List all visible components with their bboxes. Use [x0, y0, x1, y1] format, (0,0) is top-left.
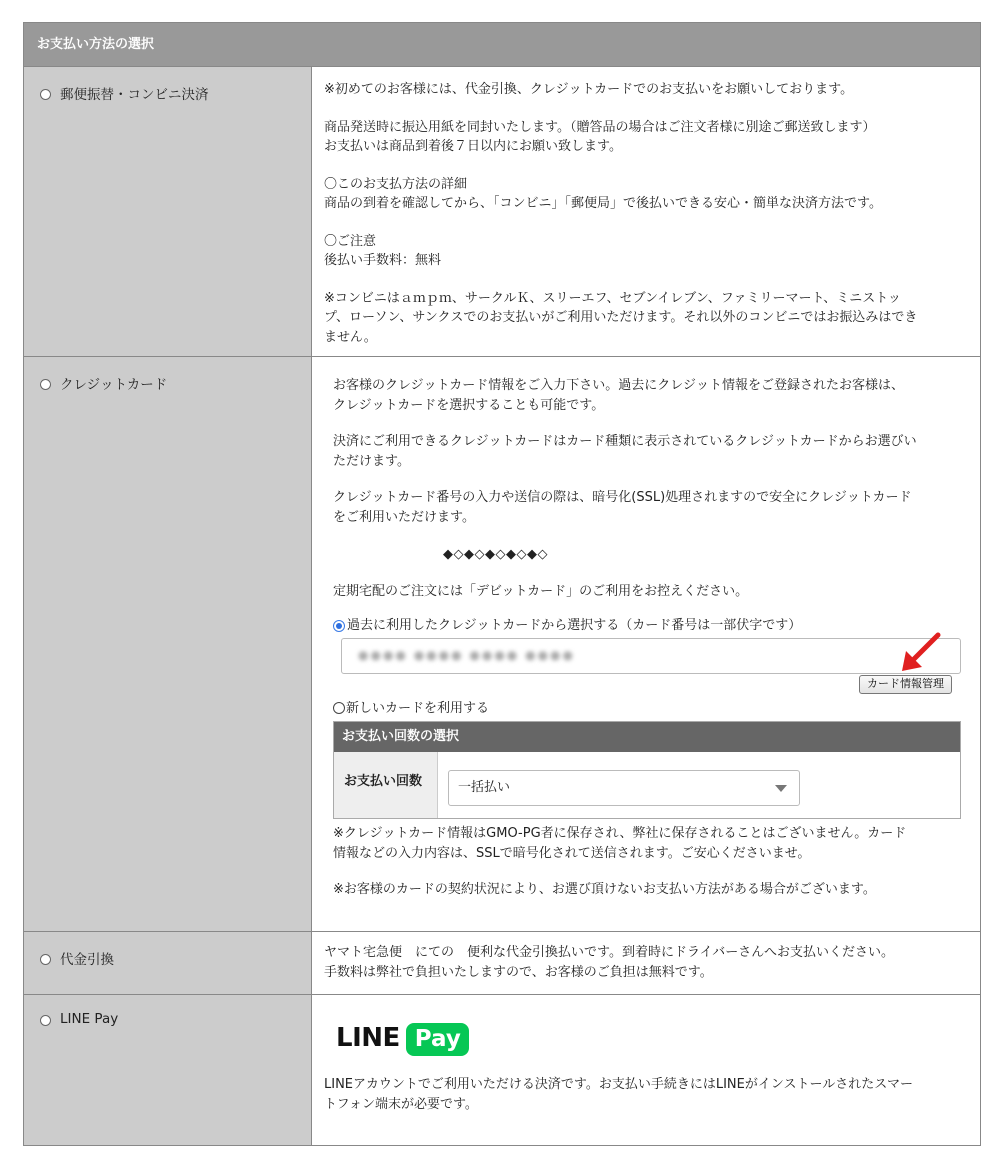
method-label-cell — [24, 995, 312, 1145]
new-card-option[interactable] — [333, 699, 962, 719]
installment-box — [333, 721, 961, 819]
method-description-cell — [312, 357, 980, 931]
installment-body — [334, 752, 960, 818]
diamond-separator: ◆◇◆◇◆◇◆◇◆◇ — [443, 547, 548, 562]
credit-card-option[interactable] — [40, 373, 311, 393]
description-paragraph: 〇ご注意 後払い手数料：無料 — [324, 233, 442, 268]
method-label: クレジットカード — [60, 377, 168, 393]
payment-method-panel — [23, 22, 981, 1146]
description-paragraph: お客様のクレジットカード情報をご入力下さい。過去にクレジット情報をご登録されたお客様は、 クレジットカードを選択することも可能です。 — [333, 378, 904, 413]
postal-convenience-radio[interactable] — [40, 89, 51, 100]
security-note: ※クレジットカード情報はGMO-PG者に保存され、弊社に保存されることはございません。カード 情報などの入力内容は、SSLで暗号化されて送信されます。ご安心くださいませ。 — [333, 826, 907, 861]
panel-title: お支払い方法の選択 — [24, 23, 980, 67]
description-paragraph: ※初めてのお客様には、代金引換、クレジットカードでのお支払いをお願いしております。 — [324, 82, 854, 97]
description-paragraph: 商品発送時に振込用紙を同封いたします。（贈答品の場合はご注文者様に別途ご郵送致します） お支払いは商品到着後７日以内にお願い致します。 — [324, 119, 876, 154]
description-paragraph: LINEアカウントでご利用いただける決済です。お支払い手続きにはLINEがインストールされたスマー トフォン端末が必要です。 — [324, 1077, 913, 1112]
method-label: 代金引換 — [60, 952, 114, 968]
method-row-postal-convenience — [24, 67, 980, 357]
description-paragraph: ヤマト宅急便 にての 便利な代金引換払いです。到着時にドライバーさんへお支払いください。 手数料は弊社で負担いたしますので、お客様のご負担は無料です。 — [324, 945, 895, 980]
method-label: LINE Pay — [60, 1011, 119, 1027]
chevron-down-icon — [775, 785, 787, 792]
red-arrow-icon — [898, 629, 944, 675]
description-paragraph: 決済にご利用できるクレジットカードはカード種類に表示されているクレジットカードからお選びい ただけます。 — [333, 434, 917, 469]
pay-logo-badge: Pay — [406, 1023, 469, 1056]
contract-note: ※お客様のカードの契約状況により、お選び頂けないお支払い方法がある場合がございます。 — [333, 882, 876, 897]
line-pay-logo — [336, 1021, 980, 1057]
saved-card-option[interactable] — [333, 616, 962, 636]
postal-convenience-option[interactable] — [40, 83, 311, 103]
debit-card-notice: 定期宅配のご注文には「デビットカード」のご利用をお控えください。 — [333, 583, 749, 599]
saved-card-select[interactable] — [341, 638, 961, 674]
line-pay-option[interactable] — [40, 1011, 311, 1027]
method-description-cell — [312, 995, 980, 1145]
method-description-cell — [312, 932, 980, 994]
cod-option[interactable] — [40, 948, 311, 968]
description-paragraph: ※コンビニはａｍｐｍ、サークルＫ、スリーエフ、セブンイレブン、ファミリーマート、ミニストッ プ、ローソン、サンクスでのお支払いがご利用いただけます。それ以外のコンビニではお振込みはでき ません。 — [324, 290, 918, 345]
card-info-manage-button[interactable]: カード情報管理 — [859, 675, 952, 694]
line-pay-radio[interactable] — [40, 1015, 51, 1026]
installment-select[interactable] — [448, 770, 800, 806]
method-row-credit-card — [24, 357, 980, 932]
new-card-option-label: 新しいカードを利用する — [346, 700, 490, 716]
method-label: 郵便振替・コンビニ決済 — [60, 87, 209, 103]
masked-card-number: ●●●● ●●●● ●●●● ●●●● — [358, 647, 575, 662]
installment-label: お支払い回数 — [334, 752, 438, 818]
method-label-cell — [24, 357, 312, 931]
saved-card-radio[interactable] — [333, 620, 345, 632]
line-logo-text: LINE — [336, 1023, 400, 1054]
new-card-radio[interactable] — [333, 702, 345, 714]
card-manage-line — [333, 675, 962, 697]
method-label-cell — [24, 67, 312, 356]
saved-card-option-label: 過去に利用したクレジットカードから選択する（カード番号は一部伏字です） — [347, 618, 802, 633]
description-paragraph: クレジットカード番号の入力や送信の際は、暗号化(SSL)処理されますので安全にクレジットカード をご利用いただけます。 — [333, 490, 912, 525]
method-label-cell — [24, 932, 312, 994]
description-paragraph: 〇このお支払方法の詳細 商品の到着を確認してから、「コンビニ」「郵便局」で後払いできる安心・簡単な決済方法です。 — [324, 176, 882, 211]
method-row-line-pay — [24, 995, 980, 1145]
credit-card-radio[interactable] — [40, 379, 51, 390]
installment-heading: お支払い回数の選択 — [334, 722, 960, 752]
cod-radio[interactable] — [40, 954, 51, 965]
method-description-cell — [312, 67, 980, 356]
installment-selected-value: 一括払い — [458, 780, 511, 796]
method-row-cod — [24, 932, 980, 995]
